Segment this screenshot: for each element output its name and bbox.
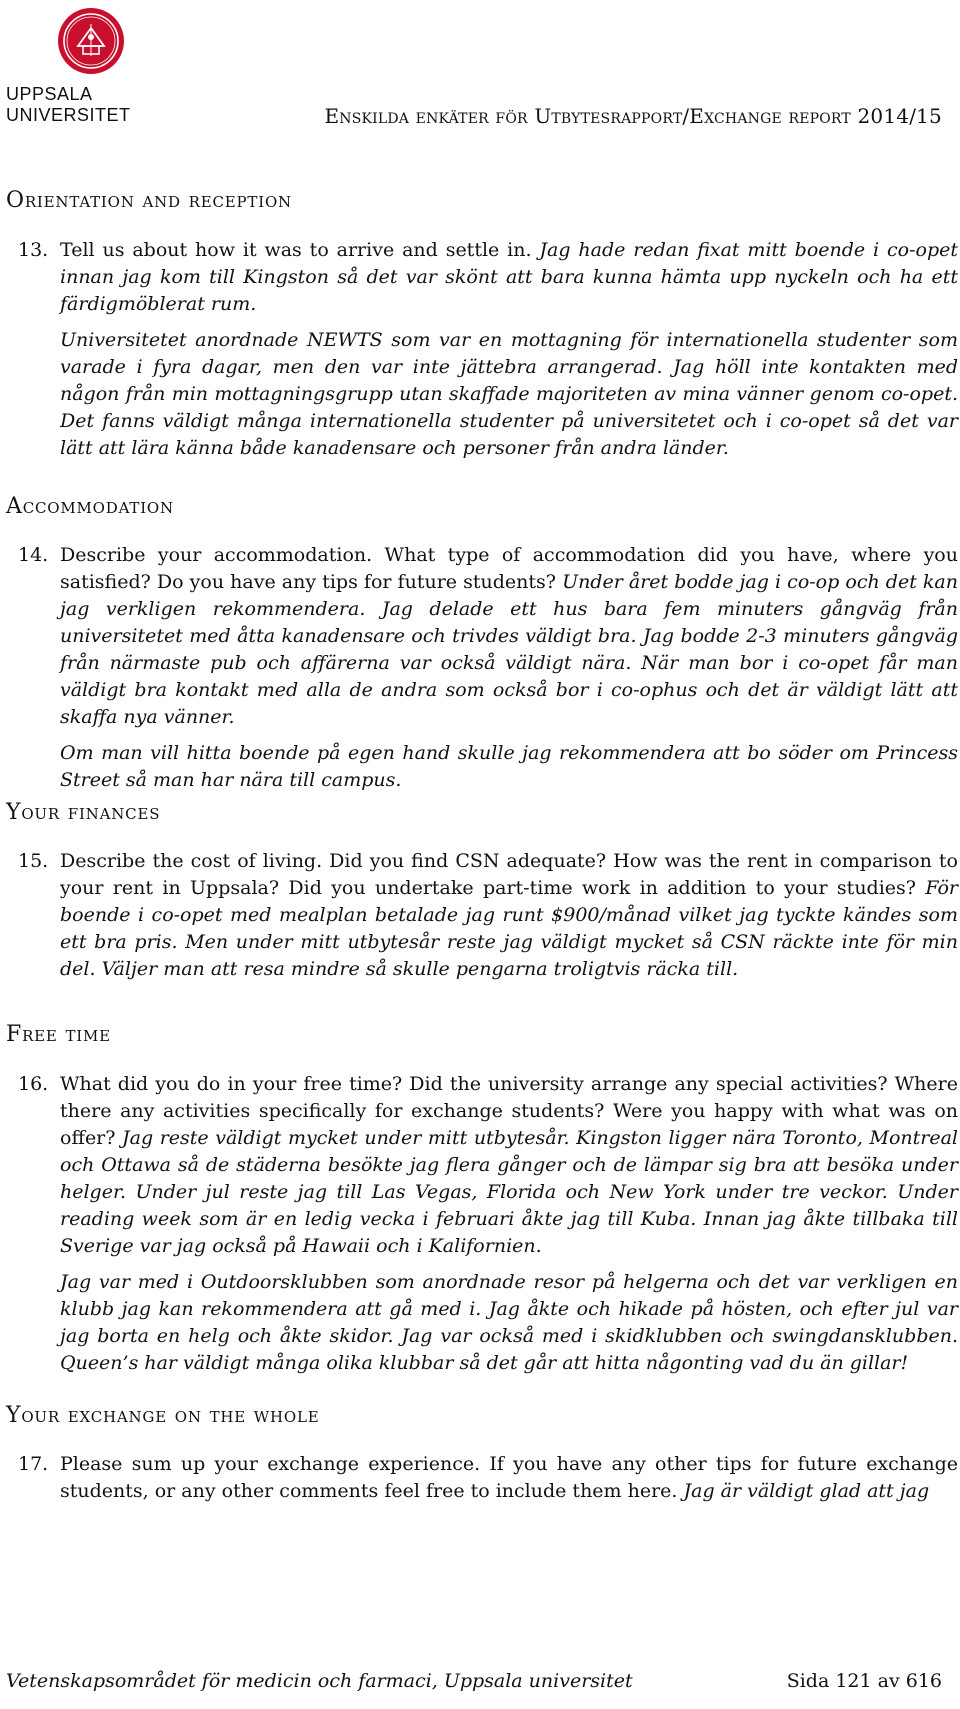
section-heading-orientation: Orientation and reception bbox=[6, 188, 292, 213]
page-footer bbox=[6, 1670, 942, 1692]
section-heading-exchange-whole: Your exchange on the whole bbox=[6, 1403, 320, 1428]
section-heading-finances: Your finances bbox=[6, 800, 161, 825]
answer-text: Jag hade redan fixat mitt boende i co-opet innan jag kom till Kingston så det var skönt att bara kunna hämta upp nyckeln och ha ett färdigmöblerat rum. bbox=[60, 239, 958, 315]
answer-text: Under året bodde jag i co-op och det kan jag verkligen rekommendera. Jag delade ett hus bara fem minuters gångväg från universitetet med åtta kanadensare och trivdes väldigt bra. Jag bodde 2-3 minuters gångväg från närmaste pub och affärerna var också väldigt nära. När man bor i co-opet får man väldigt bra kontakt med alla de andra som också bor i co-ophus och det är väldigt lätt att skaffa nya vänner. bbox=[60, 571, 959, 728]
answer-paragraph: Jag var med i Outdoorsklubben som anordnade resor på helgerna och det var verkligen en klubb jag kan rekommendera att gå med i. Jag åkte och hikade på hösten, och efter jul var jag borta en helg och åkte skidor. Jag var också med i skidklubben och swingdansklubben. Queen’s har väldigt många olika klubbar så det går att hitta någonting vad du än gillar! bbox=[60, 1271, 958, 1374]
question-text: Tell us about how it was to arrive and settle in. bbox=[60, 239, 532, 261]
question-text: Please sum up your exchange experience. If you have any other tips for future exchange students, or any other comments feel free to include them here. bbox=[60, 1453, 958, 1502]
question-text: Describe your accommodation. What type of accommodation did you have, where you satisfied? Do you have any tips for future students? bbox=[60, 544, 958, 593]
report-title: Enskilda enkäter för Utbytesrapport/Exchange report 2014/15 bbox=[324, 104, 942, 128]
question-block-15 bbox=[18, 848, 958, 992]
answer-text: För boende i co-opet med mealplan betalade jag runt $900/månad vilket jag tyckte kändes som ett bra pris. Men under mitt utbytesår reste jag väldigt mycket så CSN räckte inte för min del. Väljer man att resa mindre så skulle pengarna troligtvis räcka till. bbox=[60, 877, 958, 980]
question-number: 13. bbox=[18, 239, 49, 261]
university-wordmark-line2: UNIVERSITET bbox=[6, 105, 131, 125]
question-block-16 bbox=[18, 1071, 958, 1386]
question-number: 16. bbox=[18, 1073, 49, 1095]
question-number: 14. bbox=[18, 544, 49, 566]
question-text: What did you do in your free time? Did the university arrange any special activities? Where there any activities specifically for exchange students? Were you happy with what was on offer? bbox=[60, 1073, 958, 1149]
question-block-13 bbox=[18, 237, 958, 471]
footer-faculty: Vetenskapsområdet för medicin och farmaci, Uppsala universitet bbox=[6, 1670, 633, 1692]
university-seal-icon bbox=[56, 6, 126, 76]
page-number: Sida 121 av 616 bbox=[786, 1670, 942, 1692]
answer-paragraph: Universitetet anordnade NEWTS som var en mottagning för internationella studenter som varade i fyra dagar, men den var inte jättebra arrangerad. Jag höll inte kontakten med någon från min mottagningsgrupp utan skaffade majoriteten av mina vänner genom co-opet. Det fanns väldigt många internationella studenter på universitetet och i co-opet så det var lätt att lära känna både kanadensare och personer från andra länder. bbox=[60, 329, 958, 459]
answer-text: Jag är väldigt glad att jag bbox=[683, 1480, 930, 1502]
answer-paragraph: Om man vill hitta boende på egen hand skulle jag rekommendera att bo söder om Princess Street så man har nära till campus. bbox=[60, 742, 958, 791]
question-number: 17. bbox=[18, 1453, 49, 1475]
question-text: Describe the cost of living. Did you find CSN adequate? How was the rent in comparison to your rent in Uppsala? Did you undertake part-time work in addition to your studies? bbox=[60, 850, 958, 899]
section-heading-free-time: Free time bbox=[6, 1022, 111, 1047]
university-wordmark bbox=[6, 84, 186, 126]
university-wordmark-line1: UPPSALA bbox=[6, 84, 93, 104]
answer-text: Jag reste väldigt mycket under mitt utbytesår. Kingston ligger nära Toronto, Montreal och Ottawa så de städerna besökte jag flera gånger och de lämpar sig bra att besöka under helger. Under jul reste jag till Las Vegas, Florida och New York under tre veckor. Under reading week som är en ledig vecka i februari åkte jag till Kuba. Innan jag åkte tillbaka till Sverige var jag också på Hawaii och i Kalifornien. bbox=[60, 1127, 958, 1257]
question-number: 15. bbox=[18, 850, 49, 872]
section-heading-accommodation: Accommodation bbox=[6, 494, 174, 519]
question-block-17 bbox=[18, 1451, 958, 1514]
question-block-14 bbox=[18, 542, 958, 803]
